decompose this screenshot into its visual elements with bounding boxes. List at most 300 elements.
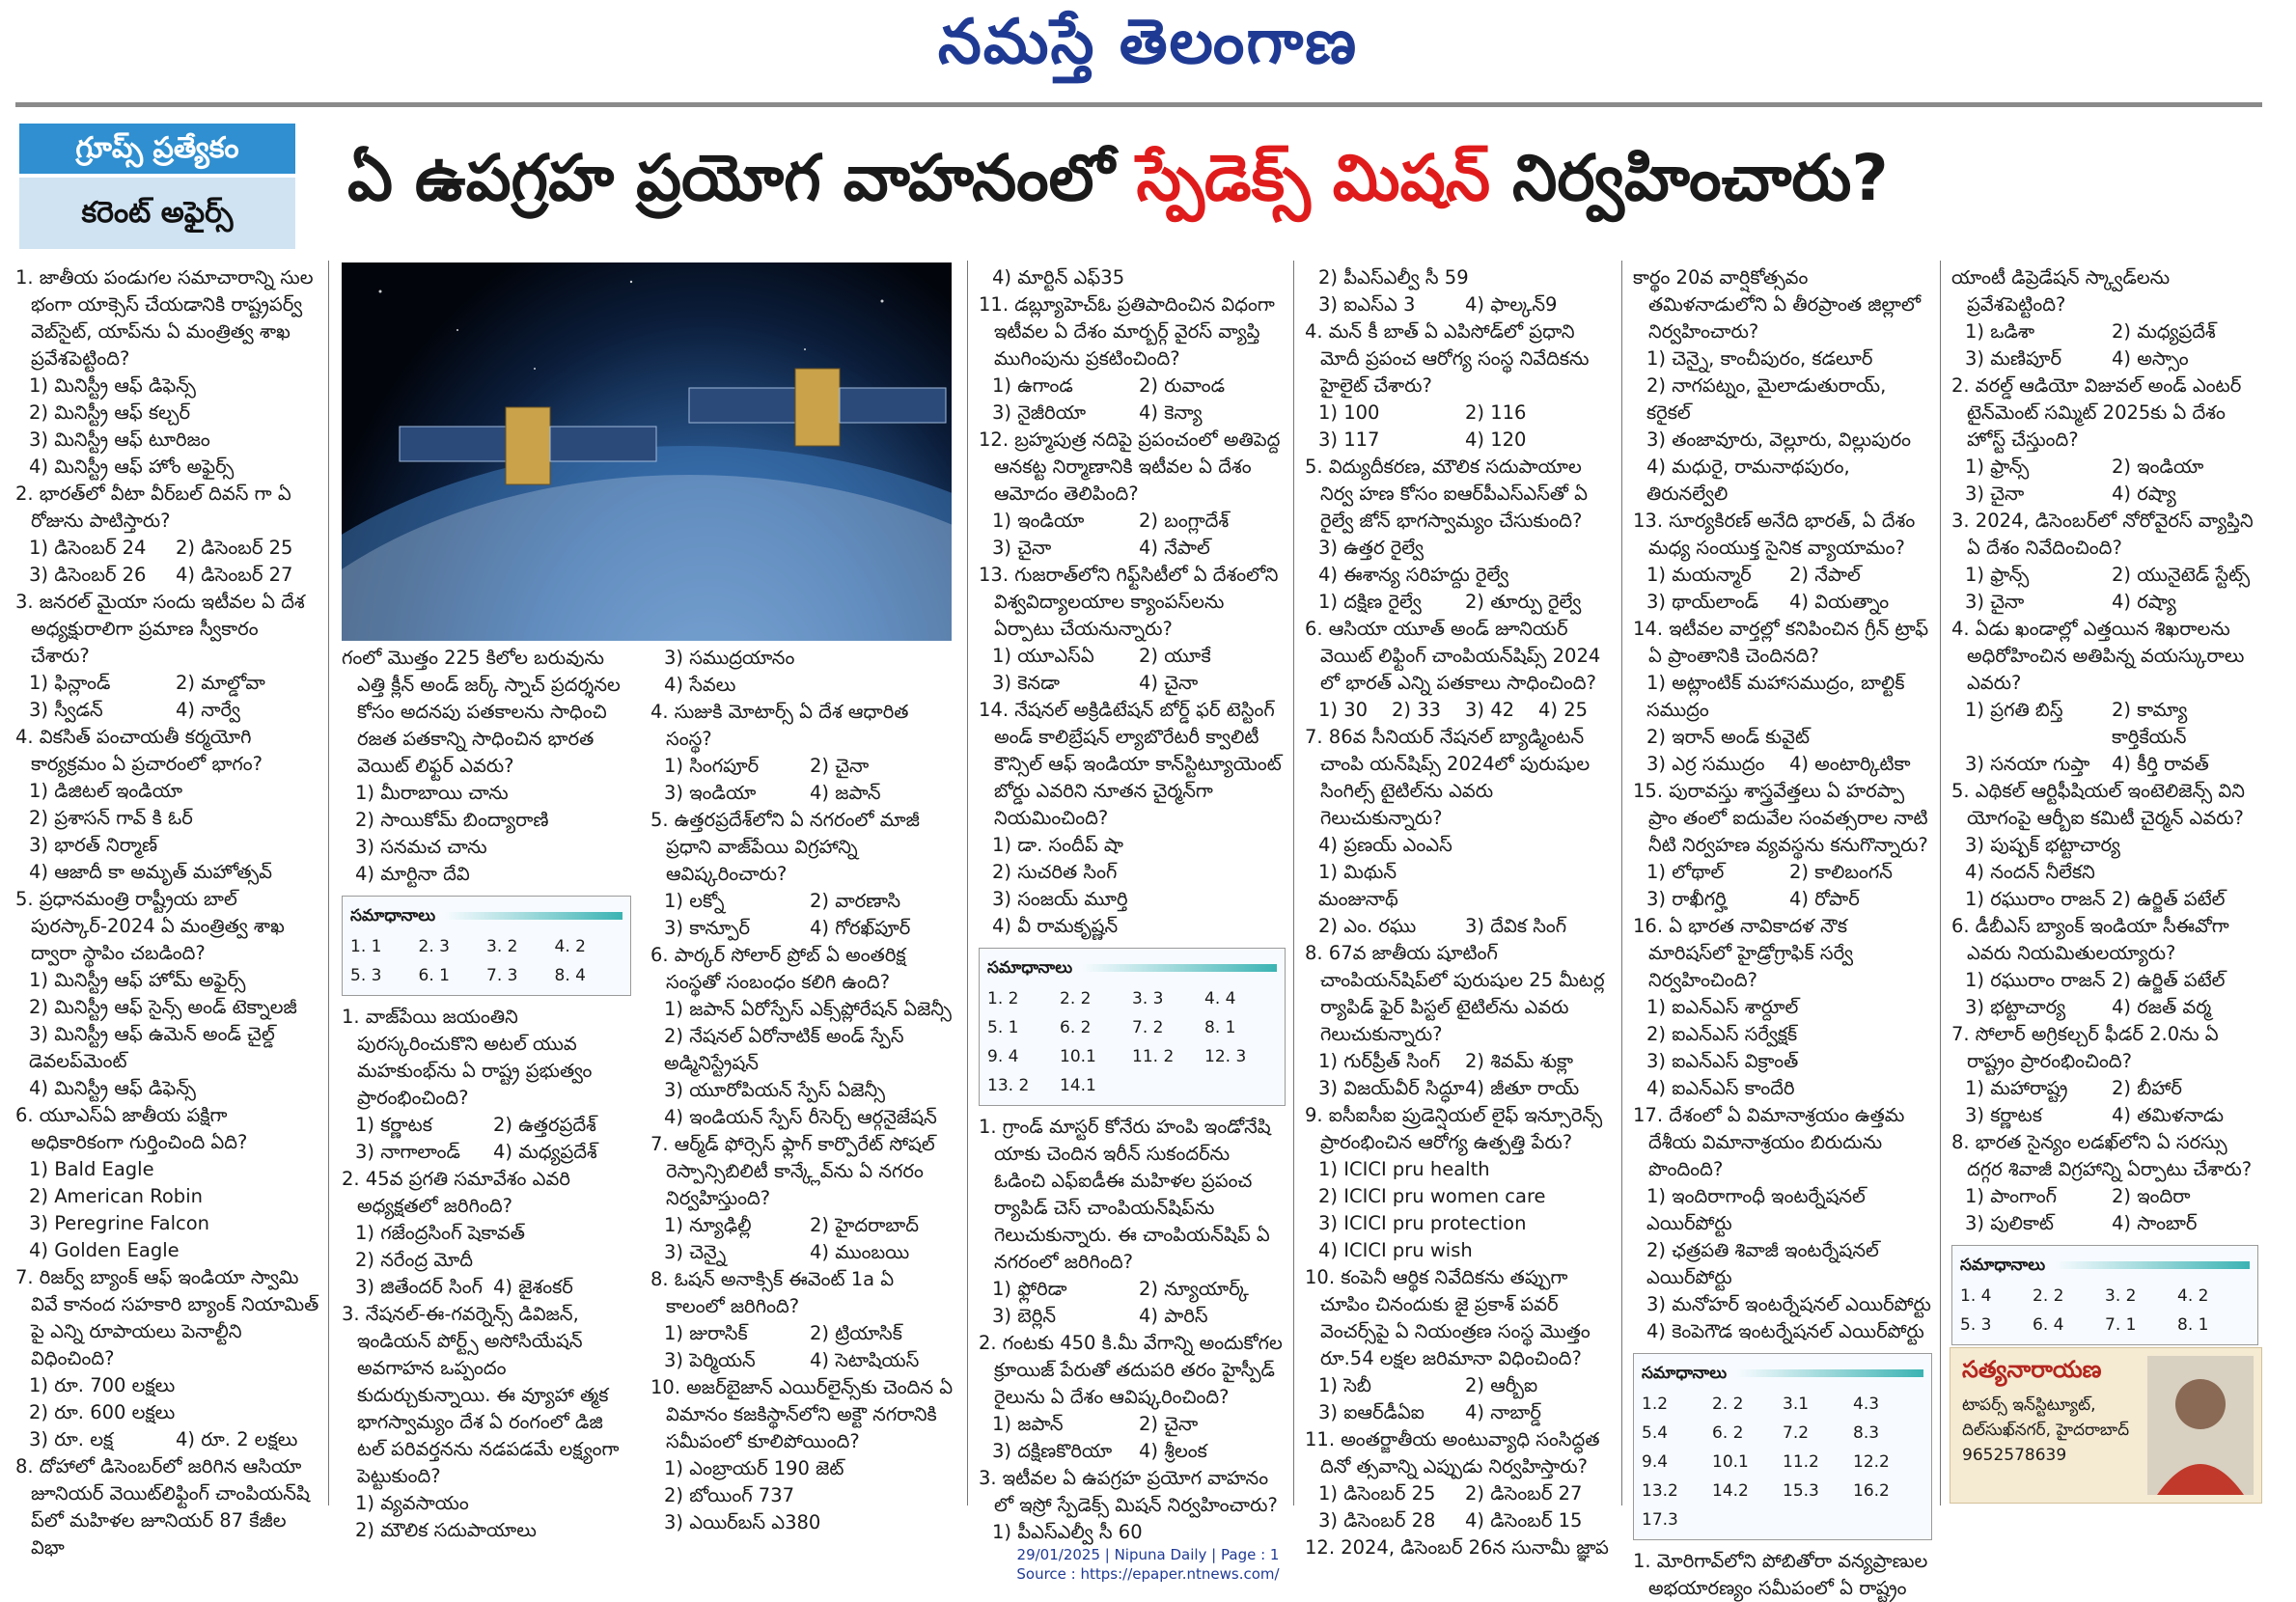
- option: 1) ఒడిశా: [1965, 320, 2035, 343]
- question-text: 2. గంటకు 450 కి.మీ వేగాన్ని అందుకోగల క్రూయిజ్ పేరుతో తదుపరి తరం హైస్పీడ్ రైలును ఏ దేశం ఆవిష్కరించింది?: [979, 1332, 1283, 1408]
- option: 2) నేపాల్: [1789, 564, 1861, 586]
- option: 2) American Robin: [29, 1185, 203, 1207]
- satellite-illustration: [342, 262, 952, 641]
- option: 2) హైదరాబాద్: [810, 1214, 920, 1236]
- option: 2) ICICI pru women care: [1318, 1185, 1546, 1207]
- option: 2) ఛత్రపతి శివాజీ ఇంటర్నేషనల్ ఎయిర్‌పోర్టు: [1646, 1239, 1879, 1288]
- question-text: 5. విద్యుదీకరణ, మౌలిక సదుపాయాల నిర్వ హణ కోసం ఐఆర్‌పీఎస్ఎస్‌తో ఏ రైల్వే జోన్ భాగస్వామ్యం చేసుకుంది?: [1305, 456, 1589, 532]
- headline-part1: ఏ ఉపగ్రహ ప్రయోగ వాహనంలో: [347, 141, 1137, 215]
- option-row: [1305, 427, 1612, 454]
- question-text: 4. సుజుకి మోటార్స్ ఏ దేశ ఆధారిత సంస్థ?: [650, 701, 909, 750]
- option-row: [650, 888, 955, 915]
- answers-header: [1642, 1360, 1923, 1387]
- column-divider: [328, 261, 329, 1505]
- option-row: [979, 1276, 1286, 1303]
- column-3: [650, 645, 955, 1536]
- option-row: [979, 373, 1286, 400]
- option: 2) ఇందిరా: [2112, 1185, 2191, 1207]
- question-text: 9. ఐసీఐసీఐ ప్రుడెన్షియల్ లైఫ్ ఇన్సూరెన్స్ ప్రారంభించిన ఆరోగ్య ఉత్పత్తి పేరు?: [1305, 1104, 1603, 1153]
- question-text: 8. 67వ జాతీయ షూటింగ్ చాంపియన్‌షిప్‌లో పురుషుల 25 మీటర్ల ర్యాపిడ్ ఫైర్ పిస్టల్ టైటిల్‌ను ఎవరు గెలుచుకున్నారు?: [1305, 942, 1605, 1045]
- answers-bar: [2055, 1261, 2250, 1269]
- option-row: [15, 562, 322, 589]
- question-text: 3. ఇటీవల ఏ ఉపగ్రహ ప్రయోగ వాహనం లో ఇస్రో స్పేడెక్స్ మిషన్ నిర్వహించారు?: [979, 1467, 1278, 1516]
- option: 3) జితేందర్ సింగ్: [355, 1276, 483, 1298]
- question-text: 4. మన్ కీ బాత్ ఏ ఎపిసోడ్‌లో ప్రధాని మోదీ ప్రపంచ ఆరోగ్య సంస్థ నివేదికను హైలైట్ చేశారు?: [1305, 320, 1590, 397]
- question-text: 1. వాజ్‌పేయి జయంతిని పురస్కరించుకొని అటల్ యువ మహకుంభ్‌ను ఏ రాష్ట్ర ప్రభుత్వం ప్రారంభించింది?: [342, 1006, 593, 1109]
- option: 2) ఆర్బీఐ: [1465, 1374, 1538, 1396]
- option: 3) డిసెంబర్ 26: [29, 564, 147, 586]
- option: 1) డిసెంబర్ 25: [1318, 1482, 1436, 1505]
- option: 3) చైనా: [1965, 483, 2025, 505]
- answer-cell: 14.2: [1712, 1481, 1749, 1501]
- answer-cell: [1204, 1072, 1277, 1099]
- option-row: [1951, 751, 2258, 778]
- option: 3) స్వీడన్: [29, 699, 103, 721]
- answer-cell: 8.3: [1853, 1423, 1880, 1443]
- question-text: 3. జనరల్ మైయా సందు ఇటీవల ఏ దేశ అధ్యక్షురాలిగా ప్రమాణ స్వీకారం చేశారు?: [15, 591, 305, 667]
- option: 1) జపాన్ ఏరోస్పేస్ ఎక్స్‌ప్లోరేషన్ ఏజెన్సీ: [664, 998, 952, 1020]
- answer-cell: 1. 4: [1960, 1286, 1992, 1306]
- answer-cell: 5. 1: [987, 1018, 1019, 1037]
- masthead: నమస్తే తెలంగాణ: [937, 6, 1359, 78]
- question-text: 4. ఏడు ఖండాల్లో ఎత్తయిన శిఖరాలను అధిరోహించిన అతిపిన్న వయస్కురాలు ఎవరు?: [1951, 618, 2245, 694]
- column-2: [342, 645, 631, 1544]
- answer-cell: 7. 1: [2105, 1315, 2137, 1335]
- option: 3) మినిస్ట్రీ ఆఫ్ ఉమెన్ అండ్ చైల్డ్ డెవలప్‌మెంట్: [29, 1023, 275, 1072]
- option: 3) 42: [1465, 699, 1515, 721]
- option-row: [979, 643, 1286, 670]
- answer-cell: 13.2: [1642, 1481, 1678, 1501]
- option: 4) రష్యా: [2112, 591, 2176, 613]
- option: 3) మణిపూర్: [1965, 347, 2062, 370]
- option-row: [1305, 1075, 1612, 1102]
- option: 3) కాన్పూర్: [664, 917, 751, 939]
- answer-cell: 11.2: [1783, 1452, 1819, 1472]
- option: 1) యూఎస్ఏ: [992, 645, 1094, 667]
- answer-cell: 5.4: [1642, 1423, 1669, 1443]
- answer-cell: 16.2: [1853, 1481, 1890, 1501]
- option: 1) మినిస్ట్రీ ఆఫ్ డిఫెన్స్: [29, 374, 196, 397]
- option: 3) పుష్పక్ భట్టాచార్య: [1965, 834, 2120, 856]
- option: 3) సంజయ్ మూర్తి: [992, 888, 1128, 910]
- option-row: [342, 1139, 631, 1166]
- option: 2) డిసెంబర్ 25: [176, 537, 293, 559]
- option: 2) నాగపట్నం, మైలాడుతురాయ్, కరైకల్: [1646, 374, 1887, 424]
- answer-cell: 1.2: [1642, 1395, 1669, 1414]
- option: 4) ICICI pru wish: [1318, 1239, 1473, 1261]
- option: 4) ముంబయి: [810, 1241, 910, 1263]
- option: 4) ఐఎన్ఎస్ కాందేరి: [1646, 1077, 1795, 1099]
- answer-cell: 10.1: [1060, 1047, 1096, 1066]
- option: 3) సముద్రయానం: [664, 647, 795, 669]
- option: 3) ఉత్తర రైల్వే: [1318, 537, 1425, 559]
- option-row: [1305, 697, 1612, 724]
- column-7: [1951, 264, 2258, 1353]
- option: 2) ఐఎన్ఎస్ సర్వేక్షక్: [1646, 1023, 1798, 1045]
- question-text: 7. 86వ సీనియర్ నేషనల్ బ్యాడ్మింటన్ చాంపి యన్‌షిప్స్ 2024లో పురుషుల సింగిల్స్ టైటిల్‌ను ఎవరు గెలుచుకున్నారు?: [1305, 726, 1591, 829]
- option: 1) ప్రగతి బిస్త్: [1965, 699, 2063, 721]
- option: 1) ఇందిరాగాంధీ ఇంటర్నేషనల్ ఎయిర్‌పోర్టు: [1646, 1185, 1866, 1234]
- question-text: 8. ఓషన్ అనాక్సిక్ ఈవెంట్ 1a ఏ కాలంలో జరిగింది?: [650, 1268, 895, 1317]
- option-row: [15, 697, 322, 724]
- option: 3) చైనా: [1965, 591, 2025, 613]
- answers-label: సమాధానాలు: [1642, 1364, 1728, 1383]
- option: 3) సనమచ చాను: [355, 836, 487, 858]
- option-row: [650, 1239, 955, 1266]
- option: 2) మాల్డోవా: [176, 672, 265, 694]
- option: 2) నరేంద్ర మోదీ: [355, 1249, 473, 1271]
- question-text: యాంటీ డిప్రెడేషన్ స్క్వాడ్‌లను ప్రవేశపెట్టింది?: [1951, 266, 2171, 316]
- option: 1) ఉగాండ: [992, 374, 1073, 397]
- option: 1) కర్ణాటక: [355, 1114, 432, 1136]
- question-text: 7. సోలార్ అగ్రికల్చర్ ఫీడర్ 2.0ను ఏ రాష్ట్రం ప్రారంభించింది?: [1951, 1023, 2219, 1072]
- option: 3) పులికాట్: [1965, 1212, 2054, 1234]
- option: 4) వీ రామకృష్ణన్: [992, 915, 1119, 937]
- question-text: 14. నేషనల్ అక్రిడిటేషన్ బోర్డ్ ఫర్ టెస్టింగ్ అండ్ కాలిబ్రేషన్ ల్యాబొరేటరీ క్వాలిటీ కౌన్సిల్ ఆఫ్ ఇండియా కాన్‌స్టిట్యూయెంట్ బోర్డు ఎవరిని నూతన చైర్మన్‌గా నియమించింది?: [979, 699, 1282, 829]
- answer-cell: 8. 4: [554, 966, 586, 985]
- option: 1) దక్షిణ రైల్వే: [1318, 591, 1422, 613]
- option: 1) న్యూఢిల్లీ: [664, 1214, 752, 1236]
- section-tag-current-affairs: కరెంట్ అఫైర్స్: [19, 178, 295, 249]
- option-row: [15, 1426, 322, 1453]
- option: 4) శ్రీలంక: [1139, 1440, 1207, 1462]
- answers-box: [1951, 1245, 2258, 1345]
- question-text: 2. భారత్‌లో వీటా వీర్‌బల్ దివస్ గా ఏ రోజును పాటిస్తారు?: [15, 483, 291, 532]
- option: 3) డిసెంబర్ 28: [1318, 1509, 1436, 1532]
- option: 2) బీహార్: [2112, 1077, 2182, 1099]
- option-row: [1305, 1048, 1612, 1075]
- option: 2) ఉత్తరప్రదేశ్: [493, 1114, 596, 1136]
- option: 3) మనోహర్ ఇంటర్నేషనల్ ఎయిర్‌పోర్టు: [1646, 1293, 1931, 1315]
- option-row: [1633, 751, 1932, 778]
- answer-cell: [1853, 1506, 1923, 1533]
- option: 3) ఐఎన్ఎస్ విక్రాంత్: [1646, 1050, 1799, 1072]
- headline-highlight: స్పేడెక్స్ మిషన్: [1136, 141, 1491, 215]
- answer-cell: 2. 2: [2033, 1286, 2064, 1306]
- answer-cell: 9. 4: [987, 1047, 1019, 1066]
- satellite-photo: [342, 262, 952, 641]
- option: 4) ఫాల్కన్9: [1465, 293, 1558, 316]
- option: 1) రఘురాం రాజన్: [1965, 888, 2106, 910]
- option: 1) మయన్మార్: [1646, 564, 1752, 586]
- masthead-rule: [15, 102, 2262, 107]
- option: 4) రష్యా: [2112, 483, 2176, 505]
- option: 4) వియత్నాం: [1789, 591, 1890, 613]
- answer-cell: 3. 2: [2105, 1286, 2137, 1306]
- question-text: 6. డీబీఎస్ బ్యాంక్ ఇండియా సీఈవోగా ఎవరు నియమితులయ్యారు?: [1951, 915, 2229, 964]
- option: 1) అట్లాంటిక్ మహాసముద్రం, బాల్టిక్ సముద్రం: [1646, 672, 1905, 721]
- option: 3) దేవిక సింగ్: [1465, 915, 1567, 937]
- answer-cell: 8. 1: [2177, 1315, 2209, 1335]
- option-row: [1305, 1372, 1612, 1399]
- option-row: [342, 1274, 631, 1301]
- option: 4) జైశంకర్: [493, 1276, 573, 1298]
- answer-cell: 12. 3: [1204, 1047, 1247, 1066]
- question-text: 2. వరల్డ్ ఆడియో విజువల్ అండ్ ఎంటర్ టైన్‌మెంట్ సమ్మిట్ 2025కు ఏ దేశం హోస్ట్ చేస్తుంది?: [1951, 374, 2242, 451]
- option-row: [1951, 481, 2258, 508]
- option: 1) లోథాల్: [1646, 861, 1725, 883]
- answer-cell: 3.1: [1783, 1395, 1810, 1414]
- answer-cell: 11. 2: [1132, 1047, 1175, 1066]
- answer-cell: 9.4: [1642, 1452, 1669, 1472]
- option-row: [1633, 859, 1932, 886]
- option-row: [1305, 1507, 1612, 1534]
- answers-box: [979, 948, 1286, 1106]
- question-text: 17. దేశంలో ఏ విమానాశ్రయం ఉత్తమ దేశీయ విమానాశ్రయం బిరుదును పొందింది?: [1633, 1104, 1905, 1180]
- option: 2) డిసెంబర్ 27: [1465, 1482, 1583, 1505]
- option: 3) బెర్లిన్: [992, 1305, 1057, 1327]
- option: 3) కెనడా: [992, 672, 1060, 694]
- option-row: [1305, 913, 1612, 940]
- question-text: 13. గుజరాత్‌లోని గిఫ్ట్‌సిటీలో ఏ దేశంలోని విశ్వవిద్యాలయాల క్యాంపస్‌లను ఏర్పాటు చేయనున్నారు?: [979, 564, 1279, 640]
- author-location: దిల్‌సుఖ్‌నగర్, హైదరాబాద్: [1962, 1421, 2130, 1440]
- option: 2) సుచరిత సింగ్: [992, 861, 1118, 883]
- option-row: [650, 753, 955, 780]
- question-text: 16. ఏ భారత నావికాదళ నౌక మారిషస్‌లో హైడ్రోగ్రాఫిక్ సర్వే నిర్వహించింది?: [1633, 915, 1854, 991]
- option: 1) రూ. 700 లక్షలు: [29, 1374, 176, 1396]
- option: 4) ప్రణయ్ ఎంఎస్: [1318, 834, 1452, 856]
- option-row: [650, 915, 955, 942]
- option: 1) సింగపూర్: [664, 755, 760, 777]
- option: 2) యూకే: [1139, 645, 1211, 667]
- answer-cell: 3. 2: [486, 937, 518, 956]
- option: 4) రూ. 2 లక్షలు: [176, 1428, 298, 1450]
- question-text: 6. ఆసియా యూత్ అండ్ జూనియర్ వెయిట్ లిఫ్టింగ్ చాంపియన్‌షిప్స్ 2024 లో భారత్ ఎన్ని పతకాలు సాధించింది?: [1305, 618, 1601, 694]
- option: 1) లక్నో: [664, 890, 725, 912]
- option: 4) ఇండియన్ స్పేస్ రీసెర్చ్ ఆర్గనైజేషన్: [664, 1106, 937, 1128]
- question-text: 14. ఇటీవల వార్తల్లో కనిపించిన గ్రీన్ ట్రాఫ్ ఏ ప్రాంతానికి చెందినది?: [1633, 618, 1929, 667]
- option: 3) నైజీరియా: [992, 401, 1087, 424]
- answers-label: సమాధానాలు: [987, 958, 1073, 978]
- answer-cell: 8. 1: [1204, 1018, 1236, 1037]
- answer-cell: 5. 3: [350, 966, 382, 985]
- option-row: [979, 1438, 1286, 1465]
- option-row: [979, 535, 1286, 562]
- option: 3) చెన్నై: [664, 1241, 727, 1263]
- author-details: [1962, 1393, 2155, 1468]
- question-text: 3. నేషనల్-ఈ-గవర్నెన్స్ డివిజన్, ఇండియన్ పోర్ట్స్ అసోసియేషన్ అవగాహన ఒప్పందం కుదుర్చుకున్నాయి. ఈ వ్యూహా త్మక భాగస్వామ్యం దేశ ఏ రంగంలో డిజి టల్ పరివర్తనను నడపడమే లక్ష్యంగా పెట్టుకుంది?: [342, 1303, 620, 1487]
- option-row: [1951, 589, 2258, 616]
- option: 4) Golden Eagle: [29, 1239, 180, 1261]
- answer-cell: 14.1: [1060, 1076, 1096, 1095]
- option: 1) ఐఎన్ఎస్ శార్దూల్: [1646, 996, 1799, 1018]
- option: 2) రువాండ: [1139, 374, 1226, 397]
- option: 4) ఆజాదీ కా అమృత్ మహోత్సవ్: [29, 861, 272, 883]
- option: 1) చెన్నై, కాంచీపురం, కడలూర్: [1646, 347, 1873, 370]
- option-row: [1305, 400, 1612, 427]
- question-text: 6. పార్కర్ సోలార్ ప్రోబ్ ఏ అంతరిక్ష సంస్థతో సంబంధం కలిగి ఉంది?: [650, 944, 906, 993]
- answer-cell: 15.3: [1783, 1481, 1819, 1501]
- option-row: [1951, 318, 2258, 345]
- option-row: [342, 1112, 631, 1139]
- option: 4) సాంబార్: [2112, 1212, 2198, 1234]
- section-tag-groups: గ్రూప్స్ ప్రత్యేకం: [19, 124, 295, 174]
- option: 4) నేపాల్: [1139, 537, 1210, 559]
- option: 3) నాగాలాండ్: [355, 1141, 460, 1163]
- option: 1) డిజిటల్ ఇండియా: [29, 780, 183, 802]
- option: 2) న్యూయార్క్: [1139, 1278, 1249, 1300]
- option: 4) నార్వే: [176, 699, 240, 721]
- answer-cell: 1. 2: [987, 989, 1019, 1008]
- option-row: [1951, 1075, 2258, 1102]
- option: 1) ఇండియా: [992, 510, 1085, 532]
- person-icon: [2147, 1356, 2254, 1495]
- author-institute: టాపర్స్ ఇన్‌స్టిట్యూట్,: [1962, 1395, 2096, 1415]
- option: 3) 117: [1318, 428, 1380, 451]
- question-text: 12. బ్రహ్మపుత్ర నదిపై ప్రపంచంలో అతిపెద్ద ఆనకట్ట నిర్మాణానికి ఇటీవల ఏ దేశం ఆమోదం తెలిపింది?: [979, 428, 1281, 505]
- option: 4) జపాన్: [810, 782, 881, 804]
- option: 2) తూర్పు రైల్వే: [1465, 591, 1582, 613]
- author-photo: [2147, 1356, 2254, 1495]
- option: 3) థాయ్‌లాండ్: [1646, 591, 1759, 613]
- option: 1) ఫ్రాన్స్: [1965, 456, 2030, 478]
- answers-bar: [1736, 1369, 1923, 1377]
- option-row: [1951, 1183, 2258, 1210]
- option: 3) దక్షిణకొరియా: [992, 1440, 1113, 1462]
- option: 1) డా. సందీప్ షా: [992, 834, 1124, 856]
- option: 1) ఫ్రాన్స్: [1965, 564, 2030, 586]
- option-row: [1951, 994, 2258, 1021]
- answer-cell: 6. 2: [1712, 1423, 1744, 1443]
- column-divider: [1940, 261, 1941, 1505]
- headline: [347, 141, 2258, 231]
- option: 3) భారత్ నిర్మాణ్: [29, 834, 158, 856]
- option-row: [15, 670, 322, 697]
- answer-cell: 4.3: [1853, 1395, 1880, 1414]
- option: 4) నాబార్డ్: [1465, 1401, 1541, 1423]
- question-text: 12. 2024, డిసెంబర్ 26న సునామీ జ్ఞాప: [1305, 1536, 1609, 1559]
- option-row: [1633, 589, 1932, 616]
- option: 4) మినిస్ట్రీ ఆఫ్ హోం అఫైర్స్: [29, 456, 235, 478]
- option: 1) రఘురాం రాజన్: [1965, 969, 2106, 991]
- author-box: [1950, 1347, 2262, 1504]
- option-row: [1951, 886, 2258, 913]
- answers-label: సమాధానాలు: [1960, 1256, 2046, 1275]
- answer-cell: 1. 1: [350, 937, 382, 956]
- option-row: [1951, 1102, 2258, 1129]
- option: 2) 33: [1392, 699, 1442, 721]
- question-text: 11. డబ్ల్యూహెచ్‌ఓ ప్రతిపాదించిన విధంగా ఇటీవల ఏ దేశం మార్బర్గ్ వైరస్ వ్యాప్తి ముగింపును ప్రకటించింది?: [979, 293, 1275, 370]
- answers-box: [342, 896, 631, 996]
- option: 3) విజయ్‌వీర్ సిద్ధూ: [1318, 1077, 1465, 1099]
- footer-source: Source : https://epaper.ntnews.com/: [1016, 1565, 1280, 1583]
- question-text: 6. యూఎస్‌ఏ జాతీయ పక్షిగా అధికారికంగా గుర్తించింది ఏది?: [15, 1104, 248, 1153]
- question-text: 7. రిజర్వ్ బ్యాంక్ ఆఫ్ ఇండియా స్వామి వివే కానంద సహకారి బ్యాంక్ నియామిత్ పై ఎన్ని రూపాయలు పెనాల్టీని విధించింది?: [15, 1266, 319, 1369]
- option: 4) సేవలు: [664, 674, 736, 696]
- option: 1) జపాన్: [992, 1413, 1064, 1435]
- question-text: 1. జాతీయ పండుగల సమాచారాన్ని సుల భంగా యాక్సెస్ చేయడానికి రాష్ట్రపర్వ్ వెబ్‌సైట్, యాప్‌ను ఏ మంత్రిత్వ శాఖ ప్రవేశపెట్టింది?: [15, 266, 314, 370]
- answers-grid: [350, 933, 622, 989]
- question-text: 5. ఉత్తరప్రదేశ్‌లోని ఏ నగరంలో మాజీ ప్రధాని వాజ్‌పేయి విగ్రహాన్ని ఆవిష్కరించారు?: [650, 809, 920, 885]
- option: 3) Peregrine Falcon: [29, 1212, 210, 1234]
- answer-cell: 2. 2: [1712, 1395, 1744, 1414]
- answer-cell: 6. 4: [2033, 1315, 2064, 1335]
- answers-label: సమాధానాలు: [350, 906, 436, 925]
- option: 2) సాయికోమ్ బింద్యారాణి: [355, 809, 549, 831]
- answer-cell: 6. 1: [418, 966, 450, 985]
- option-row: [1951, 1210, 2258, 1237]
- option: 3) ICICI pru protection: [1318, 1212, 1527, 1234]
- answers-grid: [987, 985, 1277, 1099]
- option: 1) మీరాబాయి చాను: [355, 782, 509, 804]
- question-text: 3. 2024, డిసెంబర్‌లో నోరోవైరస్ వ్యాప్తిని ఏ దేశం నివేదించింది?: [1951, 510, 2254, 559]
- option: 2) బోయింగ్ 737: [664, 1484, 795, 1506]
- answer-cell: 10.1: [1712, 1452, 1749, 1472]
- option: 2) ఉర్జిత్ పటేల్: [2112, 969, 2226, 991]
- option-row: [1305, 291, 1612, 318]
- option-row: [1633, 562, 1932, 589]
- option-row: [1951, 697, 2258, 751]
- answer-cell: 7.2: [1783, 1423, 1810, 1443]
- question-text: గంలో మొత్తం 225 కిలోల బరువును ఎత్తి క్లీన్ అండ్ జర్క్ స్నాచ్ ప్రదర్శనల కోసం అదనపు పతకాలను సాధించి రజత పతకాన్ని సాధించిన భారత వెయిట్ లిఫ్టర్ ఎవరు?: [342, 647, 621, 777]
- option: 4) మార్టినా దేవి: [355, 863, 470, 885]
- question-text: 5. ప్రధానమంత్రి రాష్ట్రీయ బాల్ పురస్కార్-2024 ఏ మంత్రిత్వ శాఖ ద్వారా స్థాపిం చబడింది?: [15, 888, 285, 964]
- option-row: [1305, 859, 1612, 913]
- option: [1465, 859, 1612, 913]
- option: 2) రూ. 600 లక్షలు: [29, 1401, 176, 1423]
- answer-cell: 7. 3: [486, 966, 518, 985]
- option: 1) డిసెంబర్ 24: [29, 537, 147, 559]
- option: 1) ఫిన్లాండ్: [29, 672, 111, 694]
- option: 4) కెంపెగౌడ ఇంటర్నేషనల్ ఎయిర్‌పోర్టు: [1646, 1320, 1924, 1342]
- option: 4) 120: [1465, 428, 1527, 451]
- option-row: [650, 1347, 955, 1374]
- option: 4) 25: [1538, 699, 1589, 721]
- option: 2) శివమ్ శుక్లా: [1465, 1050, 1574, 1072]
- option: 2) ట్రియాసిక్: [810, 1322, 902, 1344]
- question-text: 4. వికసిత్ పంచాయతీ కర్మయోగి కార్యక్రమం ఏ ప్రచారంలో భాగం?: [15, 726, 263, 775]
- author-name: సత్యనారాయణ: [1962, 1356, 2102, 1383]
- option: 3) పెర్మియన్: [664, 1349, 756, 1371]
- option: 1) గుర్‌ప్రీత్ సింగ్: [1318, 1050, 1441, 1072]
- option: 1) పీఎస్‌ఎల్వీ సీ 60: [992, 1521, 1143, 1543]
- option-row: [650, 780, 955, 807]
- option: 4) రోపార్: [1789, 888, 1860, 910]
- question-text: 10. కంపెనీ ఆర్థిక నివేదికను తప్పుగా చూపిం చినందుకు జై ప్రకాశ్ పవర్ వెంచర్స్‌పై ఏ నియంత్రణ సంస్థ మొత్తం రూ.54 లక్షల జరిమానా విధించింది?: [1305, 1266, 1591, 1369]
- option: 3) యూరోపియన్ స్పేస్ ఏజెన్సీ: [664, 1079, 886, 1101]
- option: 3) తంజావూరు, వెల్లూరు, విల్లుపురం: [1646, 428, 1912, 451]
- option-row: [650, 1320, 955, 1347]
- option: 3) భట్టాచార్య: [1965, 996, 2066, 1018]
- option-row: [1951, 967, 2258, 994]
- answer-cell: 17.3: [1642, 1510, 1678, 1530]
- answer-cell: 5. 3: [1960, 1315, 1992, 1335]
- question-text: 15. పురావస్తు శాస్త్రవేత్తలు ఏ హరప్పా ప్రాం తంలో ఐదువేల సంవత్సరాల నాటి నీటి నిర్వహణ వ్యవస్థను కనుగొన్నారు?: [1633, 780, 1928, 856]
- option: 3) రూ. లక్ష: [29, 1428, 114, 1450]
- option: 1) మహారాష్ట్ర: [1965, 1077, 2068, 1099]
- option: 1) గజేంద్రసింగ్ షెకావత్: [355, 1222, 525, 1244]
- answer-cell: 2. 3: [418, 937, 450, 956]
- option-row: [979, 1411, 1286, 1438]
- column-5: [1305, 264, 1612, 1561]
- option-row: [15, 535, 322, 562]
- option: 2) కాలిబంగన్: [1789, 861, 1893, 883]
- option: 1) వ్యవసాయం: [355, 1492, 469, 1514]
- option: 4) సెటాషియస్: [810, 1349, 920, 1371]
- option: 4) మార్టిన్ ఎఫ్35: [992, 266, 1125, 289]
- option: 1) పాంగాంగ్: [1965, 1185, 2057, 1207]
- option: 3) రాఖీగర్హి: [1646, 888, 1727, 910]
- option: 4) మధ్యప్రదేశ్: [493, 1141, 597, 1163]
- option: 4) అస్సాం: [2112, 347, 2189, 370]
- option: 2) చైనా: [1139, 1413, 1199, 1435]
- option: 1) Bald Eagle: [29, 1158, 154, 1180]
- question-text: 10. అజర్‌బైజాన్ ఎయిర్‌లైన్స్‌కు చెందిన ఏ విమానం కజకిస్థాన్‌లోని అక్టౌ నగరానికి సమీపంలో కూలిపోయింది?: [650, 1376, 954, 1452]
- option-row: [1305, 589, 1612, 616]
- answer-cell: 6. 2: [1060, 1018, 1092, 1037]
- option: 2) ఎం. రఘు: [1318, 915, 1417, 937]
- option-row: [1305, 1480, 1612, 1507]
